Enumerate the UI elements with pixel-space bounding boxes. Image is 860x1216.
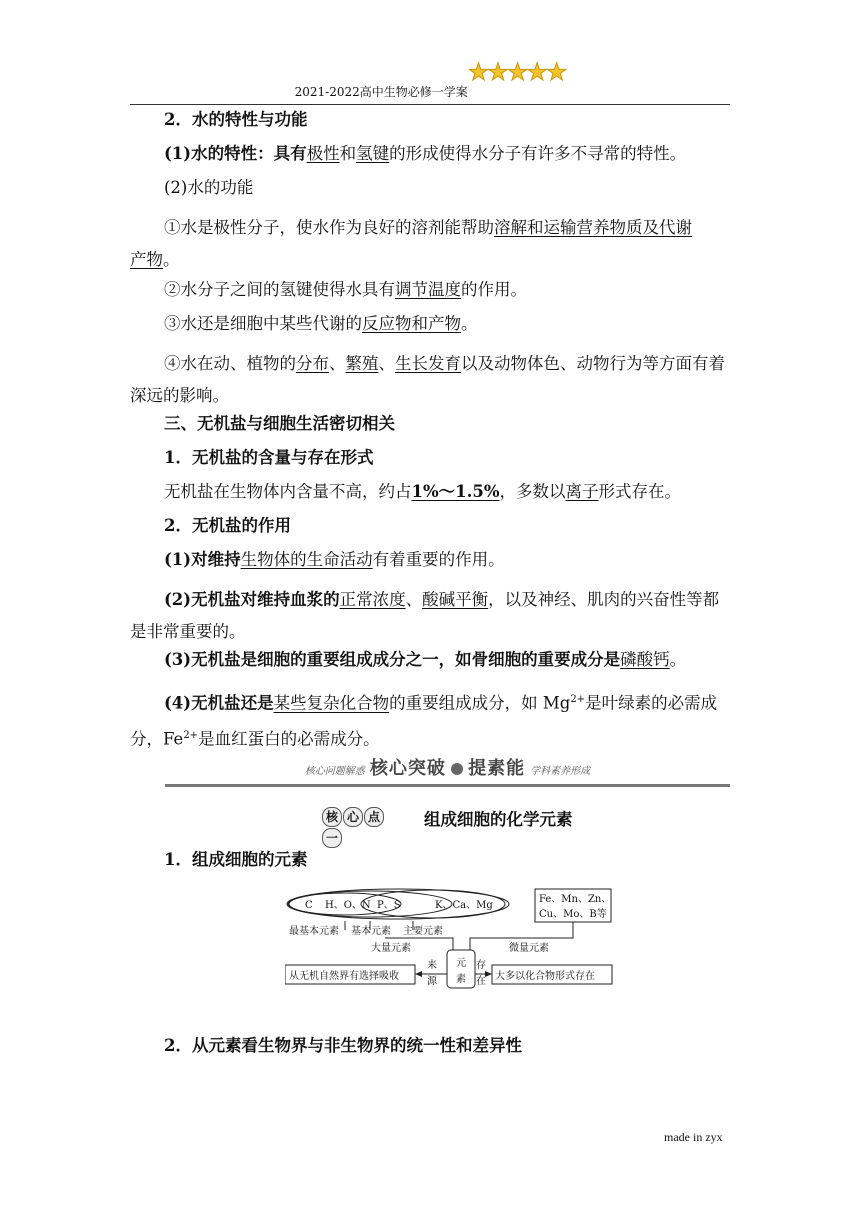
rating-stars <box>468 58 566 86</box>
para-salt-role-4: (4)无机盐还是某些复杂化合物的重要组成成分，如 $Mg^{2+}$是叶绿素的必需成分，$Fe^{2+}$是血红蛋白的必需成分。 <box>130 693 718 748</box>
element-diagram <box>285 888 615 990</box>
para-water-function: (2)水的功能 <box>164 178 254 197</box>
diagram-ps: P、S <box>377 900 401 911</box>
section-water-title: 2．水的特性与功能 <box>164 110 308 129</box>
diagram-label-trace: 微量元素 <box>509 943 549 954</box>
para-water-reactant: ③水还是细胞中某些代谢的反应物和产物。 <box>164 314 478 333</box>
diagram-c: C <box>305 900 313 911</box>
para-salt-role-2: (2)无机盐对维持血浆的正常浓度、酸碱平衡，以及神经、肌肉的兴奋性等都是非常重要的。 <box>130 590 720 641</box>
para-salt-role-1: (1)对维持生物体的生命活动有着重要的作用。 <box>164 550 505 569</box>
diagram-label-basic: 基本元素 <box>351 926 391 937</box>
para-water-hbond: ②水分子之间的氢键使得水具有调节温度的作用。 <box>164 280 527 299</box>
para-water-influence: ④水在动、植物的分布、繁殖、生长发育以及动物体色、动物行为等方面有着深远的影响。 <box>130 354 725 405</box>
para-water-solvent: ①水是极性分子，使水作为良好的溶剂能帮助溶解和运输营养物质及代谢 产物。 <box>130 218 692 269</box>
subsection-elements-title: 1．组成细胞的元素 <box>164 850 308 869</box>
para-water-property: (1)水的特性：具有极性和氢键的形成使得水分子有许多不寻常的特性。 <box>164 144 687 163</box>
banner-right-caption: 学科素养形成 <box>530 766 591 777</box>
diagram-label-major: 大量元素 <box>371 943 411 954</box>
para-salt-role-3: (3)无机盐是细胞的重要组成成分之一，如骨细胞的重要成分是磷酸钙。 <box>164 650 687 669</box>
section-salt-role-title: 2．无机盐的作用 <box>164 516 291 535</box>
diagram-center-2: 素 <box>456 974 466 985</box>
diagram-exist-2: 在 <box>476 976 486 987</box>
diagram-label-main: 主要元素 <box>403 926 443 937</box>
diagram-trace-line2: Cu、Mo、B等 <box>539 909 607 920</box>
banner-main-2: 提素能 <box>468 758 526 779</box>
banner-arrow-icon <box>451 763 463 775</box>
footer-credit: made in zyx <box>664 1130 723 1144</box>
diagram-source-box-text: 从无机自然界有选择吸收 <box>289 971 399 982</box>
star-icon: ★ <box>545 58 566 86</box>
subsection-unity-title: 2．从元素看生物界与非生物界的统一性和差异性 <box>164 1036 522 1055</box>
star-icon: ★ <box>467 58 488 86</box>
diagram-source-1: 来 <box>427 960 437 971</box>
key-point-title: 组成细胞的化学元素 <box>424 810 573 829</box>
diagram-source-2: 源 <box>427 976 437 987</box>
diagram-trace-line1: Fe、Mn、Zn、 <box>539 894 612 905</box>
star-icon: ★ <box>506 58 527 86</box>
diagram-exist-1: 存 <box>476 960 486 971</box>
diagram-center-1: 元 <box>456 958 466 969</box>
page-header <box>130 60 730 104</box>
section-salt-title: 三、无机盐与细胞生活密切相关 <box>164 414 395 433</box>
diagram-label-basic-most: 最基本元素 <box>289 926 339 937</box>
star-icon: ★ <box>487 58 507 86</box>
section-banner <box>165 754 730 787</box>
banner-left-caption: 核心问题解惑 <box>304 766 365 777</box>
star-icon: ★ <box>526 58 546 86</box>
header-title: 2021-2022高中生物必修一学案 <box>294 85 468 99</box>
section-salt-content-title: 1．无机盐的含量与存在形式 <box>164 448 374 467</box>
key-point-badge: 核 心 点一 <box>322 806 404 828</box>
para-salt-content: 无机盐在生物体内含量不高，约占1%～1.5%，多数以离子形式存在。 <box>164 482 682 501</box>
header-rule <box>130 104 730 105</box>
banner-main-1: 核心突破 <box>369 758 446 779</box>
diagram-hon: H、O、N <box>325 900 371 911</box>
diagram-exist-box-text: 大多以化合物形式存在 <box>495 971 595 982</box>
diagram-kcamg: K、Ca、Mg <box>435 900 493 911</box>
